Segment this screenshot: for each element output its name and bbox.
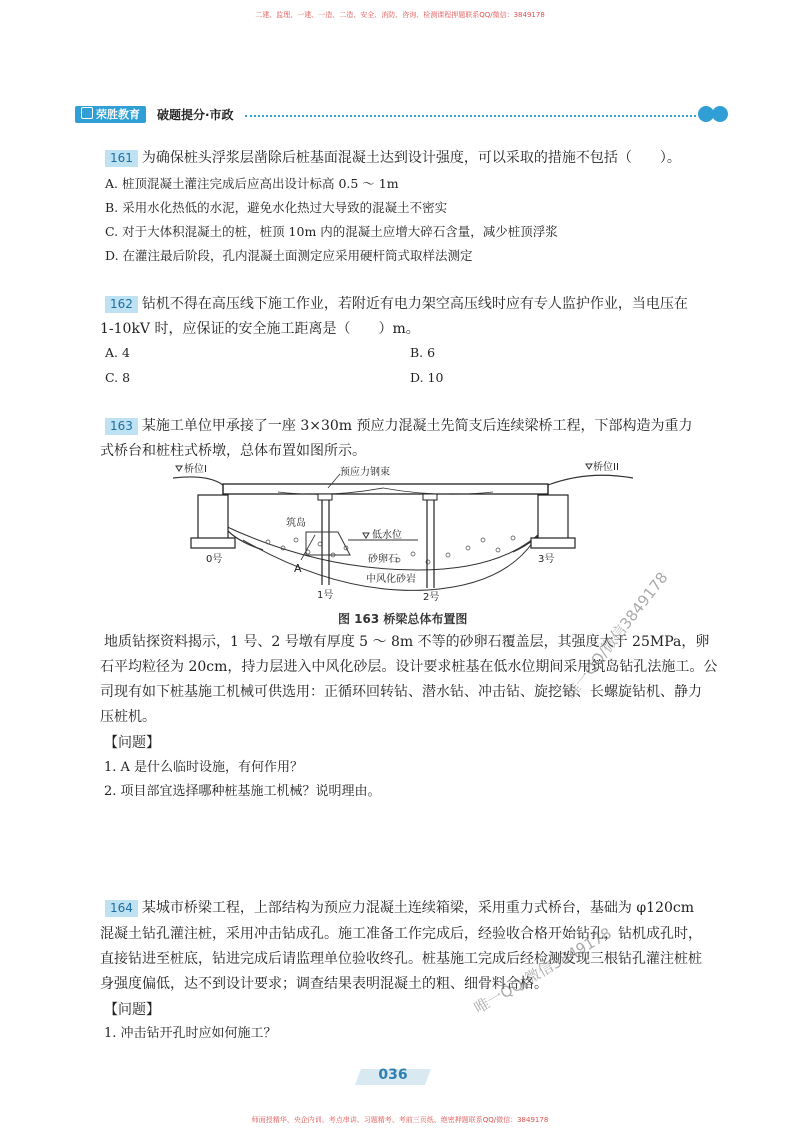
q162-option-b: B. 6 — [410, 345, 436, 360]
abutment-0-footing — [191, 538, 235, 548]
q163-text-line2: 式桥台和桩柱式桥墩，总体布置如图所示。 — [100, 443, 366, 459]
abutment-3 — [538, 495, 568, 540]
q162-option-a: A. 4 — [105, 345, 130, 360]
q164-text-line1: 某城市桥梁工程，上部结构为预应力混凝土连续箱梁，采用重力式桥台，基础为 φ120cm — [141, 900, 694, 916]
figure-caption: 图 163 桥梁总体布置图 — [338, 612, 468, 626]
label-island: 筑岛 — [286, 518, 306, 529]
q162-text-line2: 1-10kV 时，应保证的安全施工距离是（ ）m。 — [100, 321, 420, 337]
q162-stem — [105, 292, 745, 317]
q164-stem — [105, 896, 755, 921]
elevation-mark-icon — [176, 466, 182, 471]
label-pier1: 1号 — [317, 590, 334, 601]
q163-para-line1: 地质钻探资料揭示，1 号、2 号墩有厚度 5 ～ 8m 不等的砂卵石覆盖层，其强度大于 25MPa，卵 — [104, 634, 710, 650]
q161-text: 为确保桩头浮浆层凿除后桩基面混凝土达到设计强度，可以采取的措施不包括（ ）。 — [141, 150, 681, 166]
q163-question-1: 1. A 是什么临时设施，有何作用？ — [104, 760, 304, 775]
abutment-0 — [198, 495, 228, 540]
prestress-tendon — [278, 488, 493, 494]
label-tendon: 预应力钢束 — [340, 467, 390, 478]
header-circles-icon — [698, 106, 730, 124]
q164-question-1: 1. 冲击钻开孔时应如何施工？ — [104, 1026, 277, 1041]
page-header — [75, 104, 730, 126]
q162-option-c: C. 8 — [105, 370, 131, 385]
q164-text-line4: 身强度偏低，达不到设计要求；调查结果表明混凝土的粗、细骨料合格。 — [100, 976, 548, 992]
pier2-cap — [423, 494, 437, 500]
label-pier2: 2号 — [423, 592, 440, 603]
island-fill — [306, 532, 350, 555]
water-level-icon — [363, 533, 369, 538]
q162-text-line1: 钻机不得在高压线下施工作业，若附近有电力架空高压线时应有专人监护作业，当电压在 — [141, 296, 688, 312]
label-gravel: 砂卵石 — [368, 554, 398, 565]
q162-option-d: D. 10 — [410, 370, 444, 385]
q161-option-d: D. 在灌注最后阶段，孔内混凝土面测定应采用硬杆筒式取样法测定 — [105, 248, 473, 263]
bridge-layout-figure — [168, 460, 638, 605]
label-A: A — [294, 562, 302, 575]
label-water: 低水位 — [372, 530, 402, 541]
q163-para-line4: 压桩机。 — [100, 709, 156, 725]
q163-text-line1: 某施工单位甲承接了一座 3×30m 预应力混凝土先简支后连续梁桥工程，下部构造为重力 — [141, 418, 693, 434]
q164-question-label: 【问题】 — [104, 1002, 160, 1018]
q161-number: 161 — [105, 150, 138, 167]
q161-option-b: B. 采用水化热低的水泥，避免水化热过大导致的混凝土不密实 — [105, 200, 448, 215]
label-abutment2: 桥位II — [593, 462, 619, 473]
label-pier0: 0号 — [206, 554, 223, 565]
q161-option-a: A. 桩顶混凝土灌注完成后应高出设计标高 0.5 ～ 1m — [105, 176, 399, 191]
watermark-2: 唯一QQ/微信3849178 — [471, 923, 615, 1018]
q163-para-line2: 石平均粒径为 20cm，持力层进入中风化砂层。设计要求桩基在低水位期间采用筑岛钻孔法施工。公 — [100, 659, 718, 675]
bridge-deck — [223, 484, 548, 494]
logo-text: 荣胜教育 — [96, 108, 140, 121]
q163-number: 163 — [105, 418, 138, 435]
pier1-cap — [318, 494, 332, 500]
q163-question-label: 【问题】 — [104, 735, 160, 751]
elevation-mark-icon-2 — [586, 464, 592, 469]
q161-option-c: C. 对于大体积混凝土的桩，桩顶 10m 内的混凝土应增大碎石含量，减少桩顶浮浆 — [105, 224, 558, 239]
bottom-ad-banner: 师面授精华、央企内训、考点串讲、习题精考、考前三页纸、绝密押题联系QQ/微信：3849178 — [251, 1116, 549, 1124]
page-number — [358, 1067, 428, 1087]
q164-number: 164 — [105, 900, 138, 917]
label-rock: 中风化砂岩 — [366, 574, 416, 585]
page-number-text: 036 — [378, 1067, 408, 1083]
logo-icon — [81, 107, 93, 119]
brand-logo — [75, 106, 146, 123]
q163-para-line3: 司现有如下桩基施工机械可供选用：正循环回转钻、潜水钻、冲击钻、旋挖钻、长螺旋钻机、静力 — [100, 684, 702, 700]
q164-text-line2: 混凝土钻孔灌注桩，采用冲击钻成孔。施工准备工作完成后，经验收合格开始钻孔，钻机成孔时， — [100, 926, 702, 942]
watermark-1: 唯一QQ/微信3849178 — [561, 568, 672, 703]
header-title: 破题提分·市政 — [157, 108, 234, 122]
label-pier3: 3号 — [538, 554, 555, 565]
top-ad-banner: 二建、监理、一建、一造、二造、安全、消防、咨询、检测课程押题联系QQ/微信：3849178 — [255, 11, 545, 19]
q164-text-line3: 直接钻进至桩底，钻进完成后请监理单位验收终孔。桩基施工完成后经检测发现三根钻孔灌注桩桩 — [100, 951, 702, 967]
abutment-3-footing — [531, 538, 575, 548]
header-divider — [245, 115, 696, 117]
q161-stem — [105, 146, 745, 171]
q163-question-2: 2. 项目部宜选择哪种桩基施工机械？说明理由。 — [104, 784, 381, 799]
q163-stem — [105, 414, 745, 439]
label-abutment1: 桥位I — [184, 464, 207, 475]
q162-number: 162 — [105, 296, 138, 313]
